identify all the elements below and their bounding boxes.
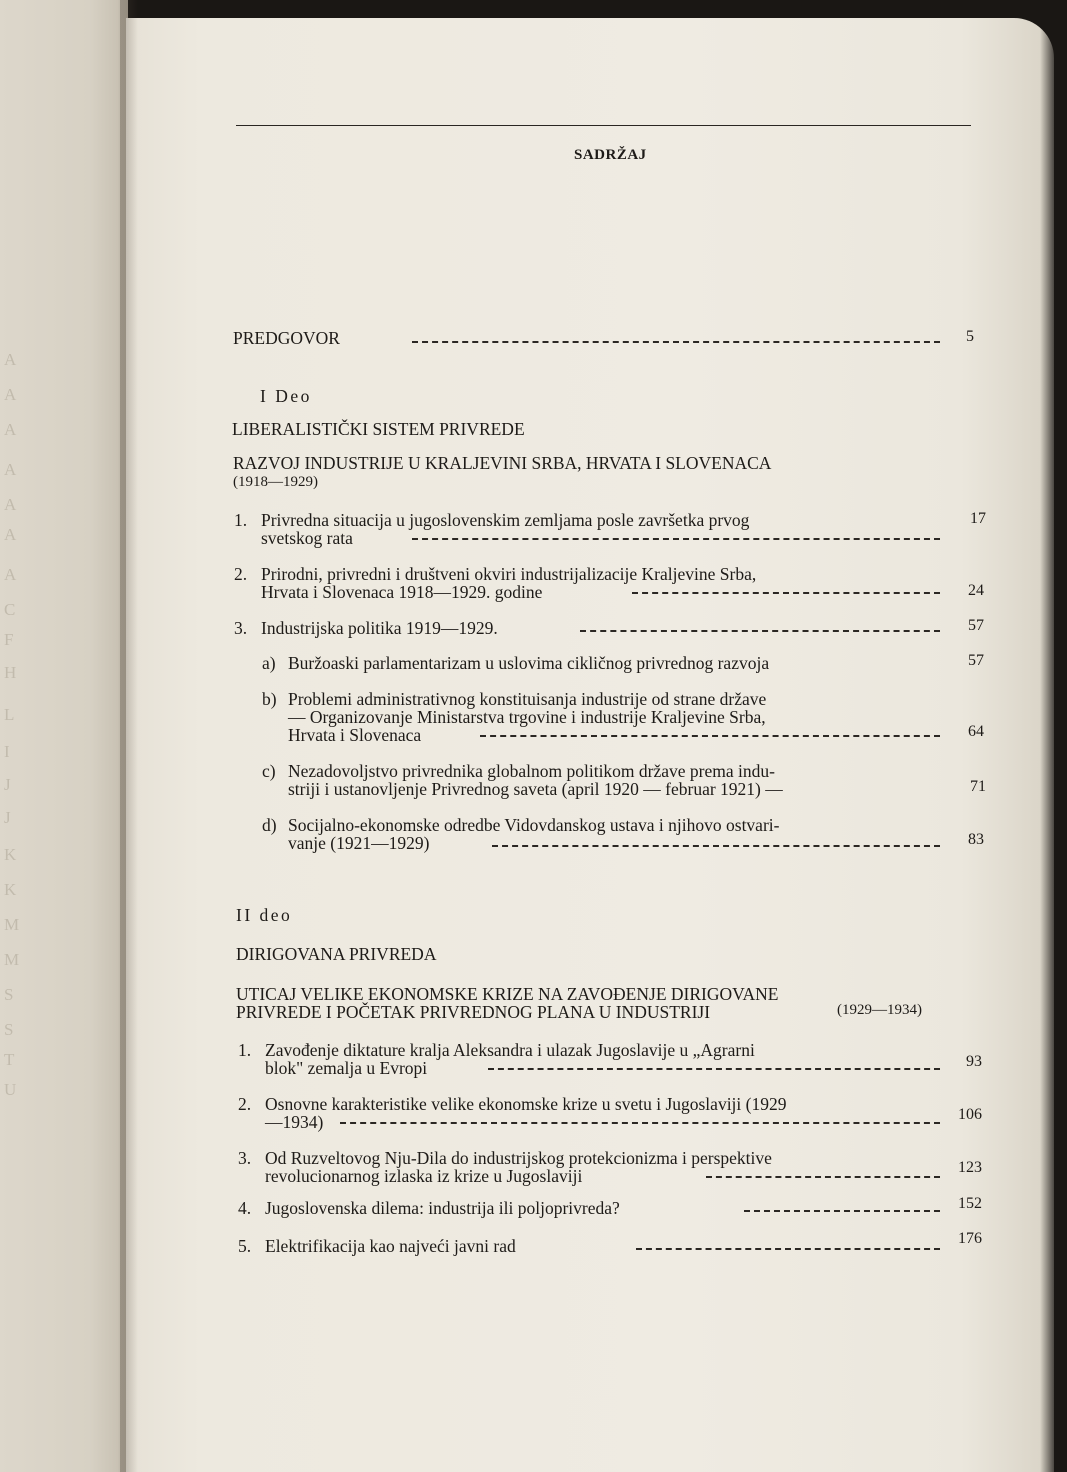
- page-number: 17: [970, 510, 986, 527]
- entry-title: Osnovne karakteristike velike ekonomske krize u svetu i Jugoslaviji (1929: [265, 1094, 787, 1114]
- entry-letter: b): [262, 689, 277, 709]
- book-gutter: [120, 0, 138, 1472]
- entry-number: 4.: [238, 1198, 252, 1218]
- left-page-fragment: A: [4, 460, 18, 479]
- left-page-fragment: A: [4, 420, 18, 439]
- entry-title: Prirodni, privredni i društveni okviri industrijalizacije Kraljevine Srba,: [261, 564, 757, 584]
- leader-dashes: [340, 1122, 940, 1124]
- entry-number: 3.: [234, 618, 248, 638]
- part-title: LIBERALISTIČKI SISTEM PRIVREDE: [232, 419, 525, 439]
- part-subtitle: PRIVREDE I POČETAK PRIVREDNOG PLANA U INDUSTRIJI: [236, 1002, 711, 1022]
- page-number: 71: [970, 778, 986, 795]
- page-number: 93: [966, 1053, 982, 1070]
- left-page-fragment: K: [4, 845, 18, 864]
- left-page-fragment: A: [4, 495, 18, 514]
- leader-dashes: [706, 1176, 940, 1178]
- left-page-edge: [0, 0, 128, 1472]
- part-title: DIRIGOVANA PRIVREDA: [236, 944, 437, 964]
- entry-title-cont: —1934): [265, 1112, 324, 1132]
- page-edge-shadow: [1040, 0, 1067, 1472]
- left-page-fragment: M: [4, 950, 21, 969]
- left-page-fragment: F: [4, 630, 15, 649]
- left-page-fragment: L: [4, 705, 16, 724]
- left-page-fragment: A: [4, 385, 18, 404]
- page-number: 176: [958, 1230, 982, 1247]
- entry-title: Od Ruzveltovog Nju-Dila do industrijskog protekcionizma i perspektive: [265, 1148, 772, 1168]
- page-number: 24: [968, 582, 984, 599]
- part-subtitle: UTICAJ VELIKE EKONOMSKE KRIZE NA ZAVOĐENJE DIRIGOVANE: [236, 984, 779, 1004]
- header-rule: [236, 125, 971, 126]
- entry-number: 1.: [234, 510, 248, 530]
- leader-dashes: [412, 538, 940, 540]
- left-page-fragment: C: [4, 600, 17, 619]
- entry-letter: c): [262, 761, 276, 781]
- entry-title: Zavođenje diktature kralja Aleksandra i ulazak Jugoslavije u „Agrarni: [265, 1040, 755, 1060]
- part-heading: II deo: [236, 905, 293, 925]
- entry-number: 1.: [238, 1040, 252, 1060]
- entry-title-cont: svetskog rata: [261, 528, 353, 548]
- left-page-fragment: A: [4, 525, 18, 544]
- left-page-fragment: I: [4, 742, 11, 761]
- entry-title: Jugoslovenska dilema: industrija ili poljoprivreda?: [265, 1198, 620, 1218]
- left-page-fragment: U: [4, 1080, 18, 1099]
- left-page-fragment: A: [4, 350, 18, 369]
- entry-number: 2.: [234, 564, 248, 584]
- part-heading: I Deo: [260, 386, 312, 406]
- entry-title: Buržoaski parlamentarizam u uslovima cikličnog privrednog razvoja: [288, 653, 770, 673]
- left-page-fragment: S: [4, 985, 15, 1004]
- page-number: 57: [968, 652, 984, 669]
- leader-dashes: [492, 845, 940, 847]
- left-page-fragment: J: [4, 808, 12, 827]
- left-page-fragment: H: [4, 663, 18, 682]
- entry-title-cont: blok" zemalja u Evropi: [265, 1058, 428, 1078]
- leader-dashes: [636, 1248, 940, 1250]
- entry-number: 3.: [238, 1148, 252, 1168]
- entry-title-cont: striji i ustanovljenje Privrednog saveta (april 1920 — februar 1921) —: [288, 779, 783, 799]
- entry-title: Nezadovoljstvo privrednika globalnom politikom države prema indu-: [288, 761, 775, 781]
- entry-title-cont: vanje (1921—1929): [288, 833, 430, 853]
- contents-title: SADRŽAJ: [574, 147, 647, 163]
- page-number: 64: [968, 723, 984, 740]
- leader-dashes: [480, 735, 940, 737]
- leader-dashes: [744, 1210, 940, 1212]
- part-subtitle-years: (1929—1934): [837, 1002, 922, 1018]
- page-number: 83: [968, 831, 984, 848]
- part-subtitle-years: (1918—1929): [233, 474, 318, 490]
- entry-title: Industrijska politika 1919—1929.: [261, 618, 498, 638]
- leader-dashes: [580, 630, 940, 632]
- left-page-fragment: T: [4, 1050, 16, 1069]
- preface-label: PREDGOVOR: [233, 328, 340, 348]
- left-page-fragment: S: [4, 1020, 15, 1039]
- entry-title-cont: Hrvata i Slovenaca 1918—1929. godine: [261, 582, 543, 602]
- part-subtitle: RAZVOJ INDUSTRIJE U KRALJEVINI SRBA, HRVATA I SLOVENACA: [233, 453, 772, 473]
- entry-title: Socijalno-ekonomske odredbe Vidovdanskog ustava i njihovo ostvari-: [288, 815, 780, 835]
- leader-dashes: [632, 592, 940, 594]
- page-number: 123: [958, 1159, 982, 1176]
- entry-title: Problemi administrativnog konstituisanja industrije od strane države: [288, 689, 767, 709]
- entry-letter: d): [262, 815, 277, 835]
- page-number: 152: [958, 1195, 982, 1212]
- entry-title: Elektrifikacija kao najveći javni rad: [265, 1236, 516, 1256]
- leader-dashes: [488, 1068, 940, 1070]
- page-number: 106: [958, 1106, 982, 1123]
- entry-letter: a): [262, 653, 276, 673]
- entry-title-cont: revolucionarnog izlaska iz krize u Jugoslaviji: [265, 1166, 583, 1186]
- entry-title-cont: Hrvata i Slovenaca: [288, 725, 422, 745]
- page-number: 5: [966, 328, 974, 345]
- page-number: 57: [968, 617, 984, 634]
- left-page-fragment: A: [4, 565, 18, 584]
- entry-number: 5.: [238, 1236, 252, 1256]
- left-page-fragment: M: [4, 915, 21, 934]
- entry-title-cont: — Organizovanje Ministarstva trgovine i industrije Kraljevine Srba,: [288, 707, 766, 727]
- entry-title: Privredna situacija u jugoslovenskim zemljama posle završetka prvog: [261, 510, 750, 530]
- left-page-fragment: J: [4, 775, 12, 794]
- left-page-fragment: K: [4, 880, 18, 899]
- entry-number: 2.: [238, 1094, 252, 1114]
- leader-dashes: [412, 341, 940, 343]
